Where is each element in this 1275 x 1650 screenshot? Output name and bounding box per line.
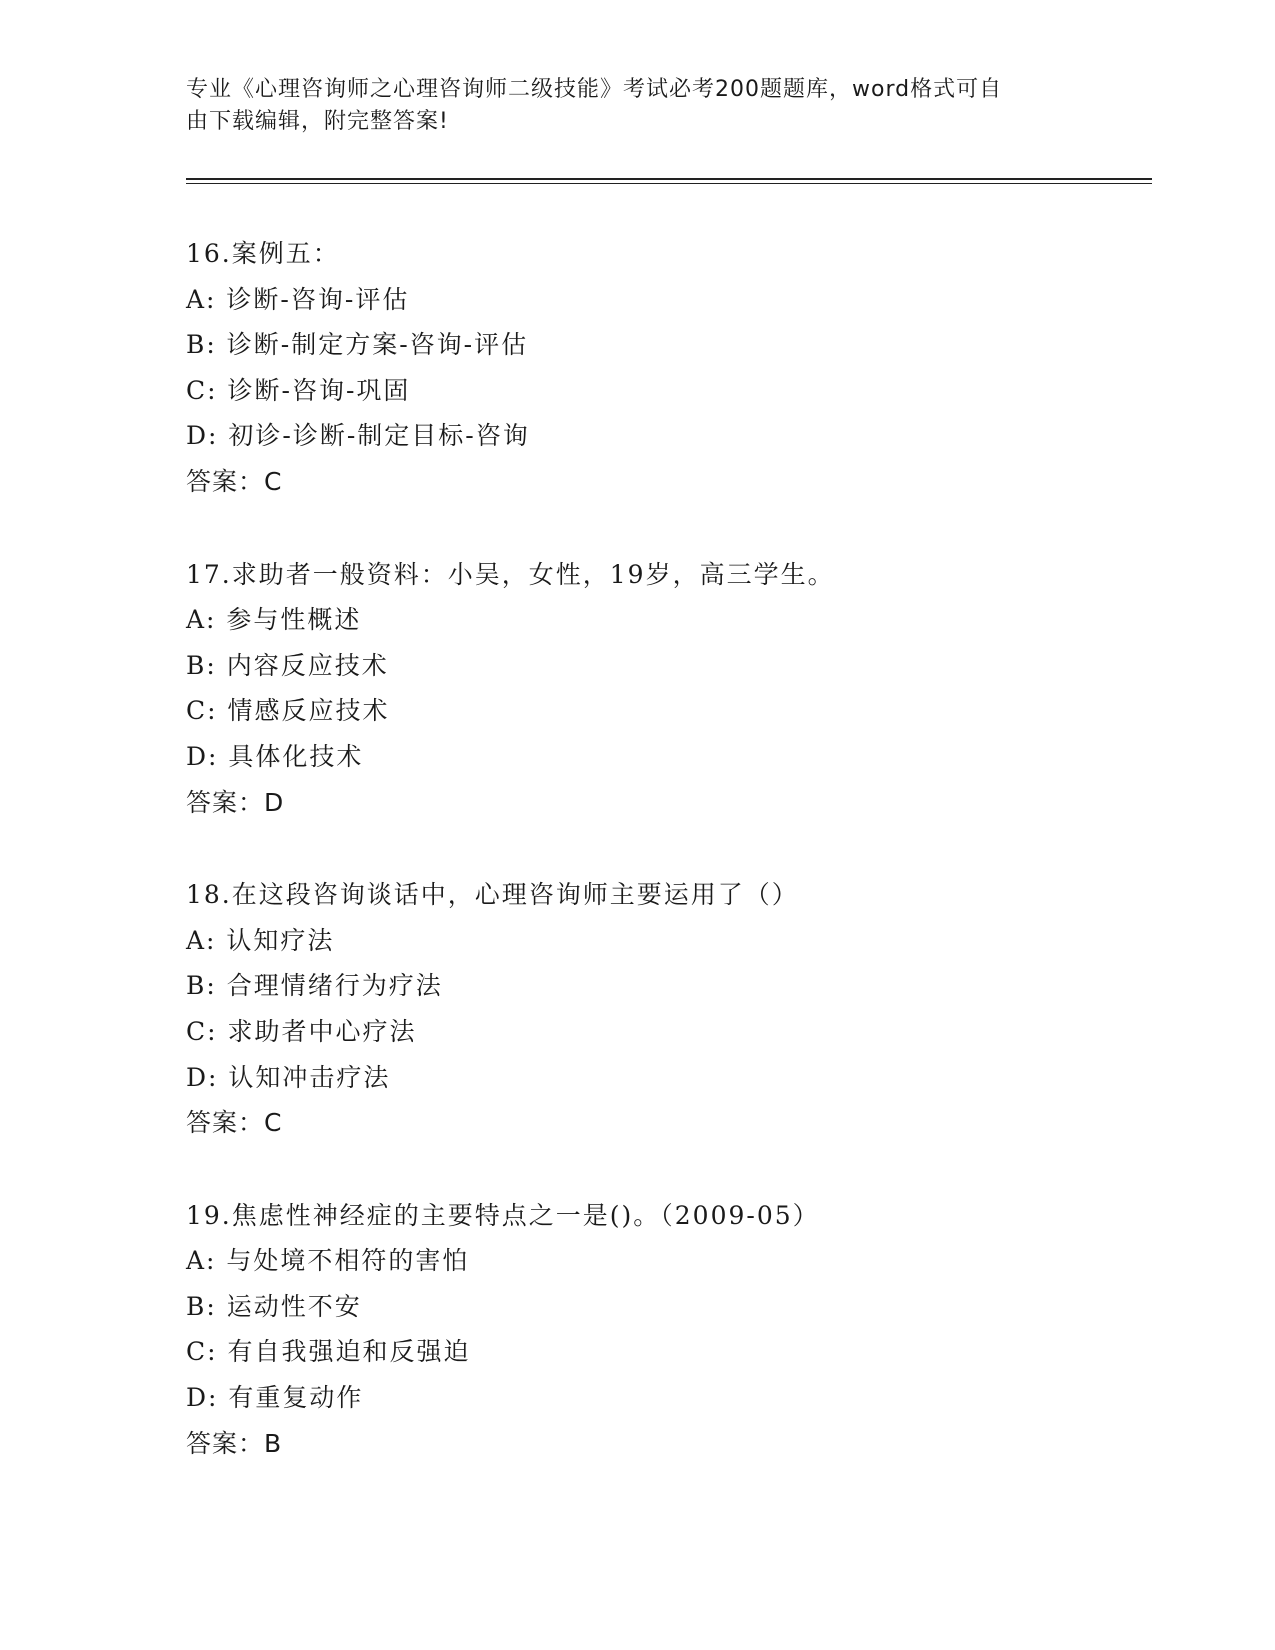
option-d: D: 认知冲击疗法	[186, 1062, 391, 1092]
option-b: B: 诊断-制定方案-咨询-评估	[186, 330, 529, 360]
question-19	[186, 1193, 1152, 1467]
option-c: C: 有自我强迫和反强迫	[186, 1337, 471, 1367]
question-17	[186, 552, 1152, 826]
document-header	[186, 74, 1086, 138]
option-d: D: 具体化技术	[186, 741, 364, 771]
question-stem: 18.在这段咨询谈话中，心理咨询师主要运用了（）	[186, 880, 799, 910]
option-a: A: 与处境不相符的害怕	[186, 1246, 470, 1276]
option-c: C: 情感反应技术	[186, 696, 390, 726]
header-line-2: 由下载编辑，附完整答案!	[186, 109, 449, 134]
question-stem: 16.案例五：	[186, 239, 340, 268]
header-divider	[186, 178, 1152, 184]
answer: 答案：B	[186, 1428, 283, 1458]
option-a: A: 认知疗法	[186, 925, 335, 955]
question-stem: 17.求助者一般资料：小吴，女性，19岁，高三学生。	[186, 559, 835, 589]
option-d: D: 有重复动作	[186, 1383, 364, 1413]
option-c: C: 诊断-咨询-巩固	[186, 375, 411, 405]
answer: 答案：C	[186, 1108, 283, 1138]
answer: 答案：D	[186, 787, 285, 817]
option-b: B: 内容反应技术	[186, 650, 389, 680]
option-b: B: 合理情绪行为疗法	[186, 971, 443, 1001]
option-b: B: 运动性不安	[186, 1291, 362, 1321]
question-list	[186, 231, 1152, 1513]
option-c: C: 求助者中心疗法	[186, 1016, 417, 1046]
header-line-1: 专业《心理咨询师之心理咨询师二级技能》考试必考200题题库，word格式可自	[186, 77, 1003, 102]
option-d: D: 初诊-诊断-制定目标-咨询	[186, 421, 530, 451]
question-stem: 19.焦虑性神经症的主要特点之一是()。（2009-05）	[186, 1200, 820, 1230]
question-18	[186, 872, 1152, 1146]
answer: 答案：C	[186, 466, 283, 496]
option-a: A: 诊断-咨询-评估	[186, 284, 410, 314]
option-a: A: 参与性概述	[186, 605, 362, 635]
question-16	[186, 231, 1152, 505]
